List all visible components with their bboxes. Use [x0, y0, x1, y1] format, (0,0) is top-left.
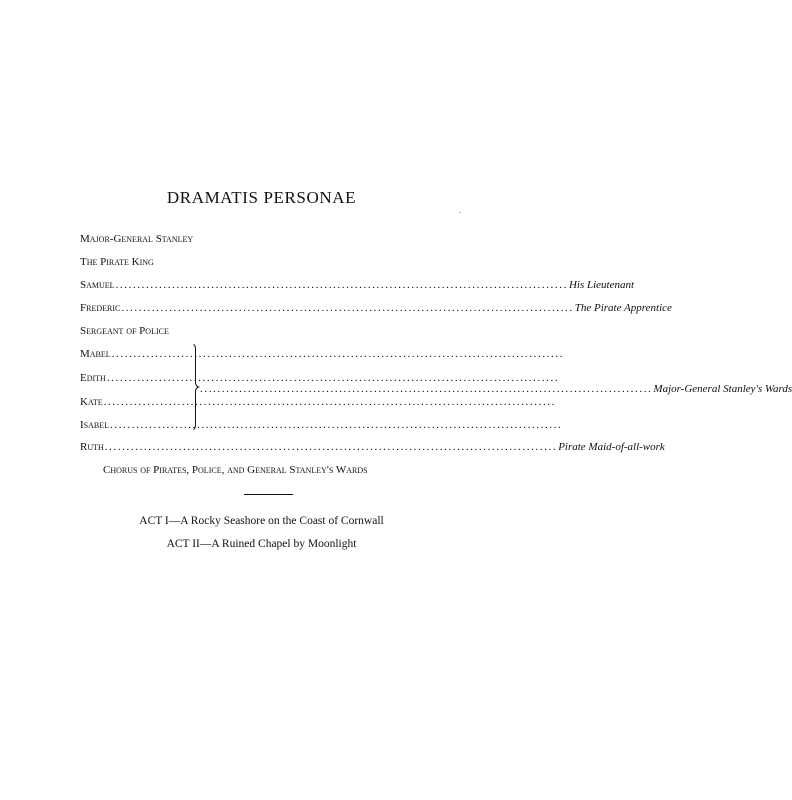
- dot-leader: ........................................................................................................: [104, 441, 558, 453]
- persona-samuel: [80, 279, 635, 291]
- dot-leader: ........................................................................................................: [106, 372, 560, 384]
- act-two-setting: ACT II—A Ruined Chapel by Moonlight: [166, 538, 357, 550]
- ward-name: Isabel: [80, 419, 109, 431]
- ward-mabel: [80, 348, 565, 360]
- stray-mark: [459, 212, 461, 213]
- persona-sergeant-of-police: [80, 325, 459, 337]
- dot-leader: ........................................................................................................: [110, 419, 563, 431]
- persona-name: Ruth: [80, 441, 104, 453]
- dot-leader: ........................................................................................................: [111, 348, 565, 360]
- persona-name: The Pirate King: [80, 256, 154, 268]
- persona-role: His Lieutenant: [568, 279, 635, 291]
- ward-name: Kate: [80, 396, 103, 408]
- persona-name: Frederic: [80, 302, 121, 314]
- act-one-setting: ACT I—A Rocky Seashore on the Coast of Cornwall: [139, 515, 384, 527]
- page-title: DRAMATIS PERSONAE: [166, 188, 357, 207]
- ward-edith: [80, 372, 560, 384]
- persona-major-general-stanley: [80, 233, 459, 245]
- persona-frederic: [80, 302, 672, 314]
- persona-name: Sergeant of Police: [80, 325, 169, 337]
- wards-role: Major-General Stanley's Wards: [653, 383, 792, 395]
- dot-leader: ........................................................................................................: [121, 302, 574, 314]
- chorus-line: Chorus of Pirates, Police, and General Stanley's Wards: [103, 464, 368, 476]
- ward-name: Mabel: [80, 348, 111, 360]
- ward-kate: [80, 396, 557, 408]
- wards-role-line: [200, 383, 792, 395]
- ward-isabel: [80, 419, 563, 431]
- persona-role: The Pirate Apprentice: [574, 302, 672, 314]
- persona-ruth: [80, 441, 665, 453]
- brace-bracket: [193, 344, 199, 430]
- dot-leader: ........................................................................................................: [200, 383, 653, 395]
- persona-name: Major-General Stanley: [80, 233, 194, 245]
- persona-pirate-king: [80, 256, 459, 268]
- dot-leader: ........................................................................................................: [103, 396, 557, 408]
- persona-name: Samuel: [80, 279, 115, 291]
- ward-name: Edith: [80, 372, 106, 384]
- divider-rule: [244, 494, 293, 495]
- dot-leader: ........................................................................................................: [115, 279, 568, 291]
- persona-role: Pirate Maid-of-all-work: [558, 441, 665, 453]
